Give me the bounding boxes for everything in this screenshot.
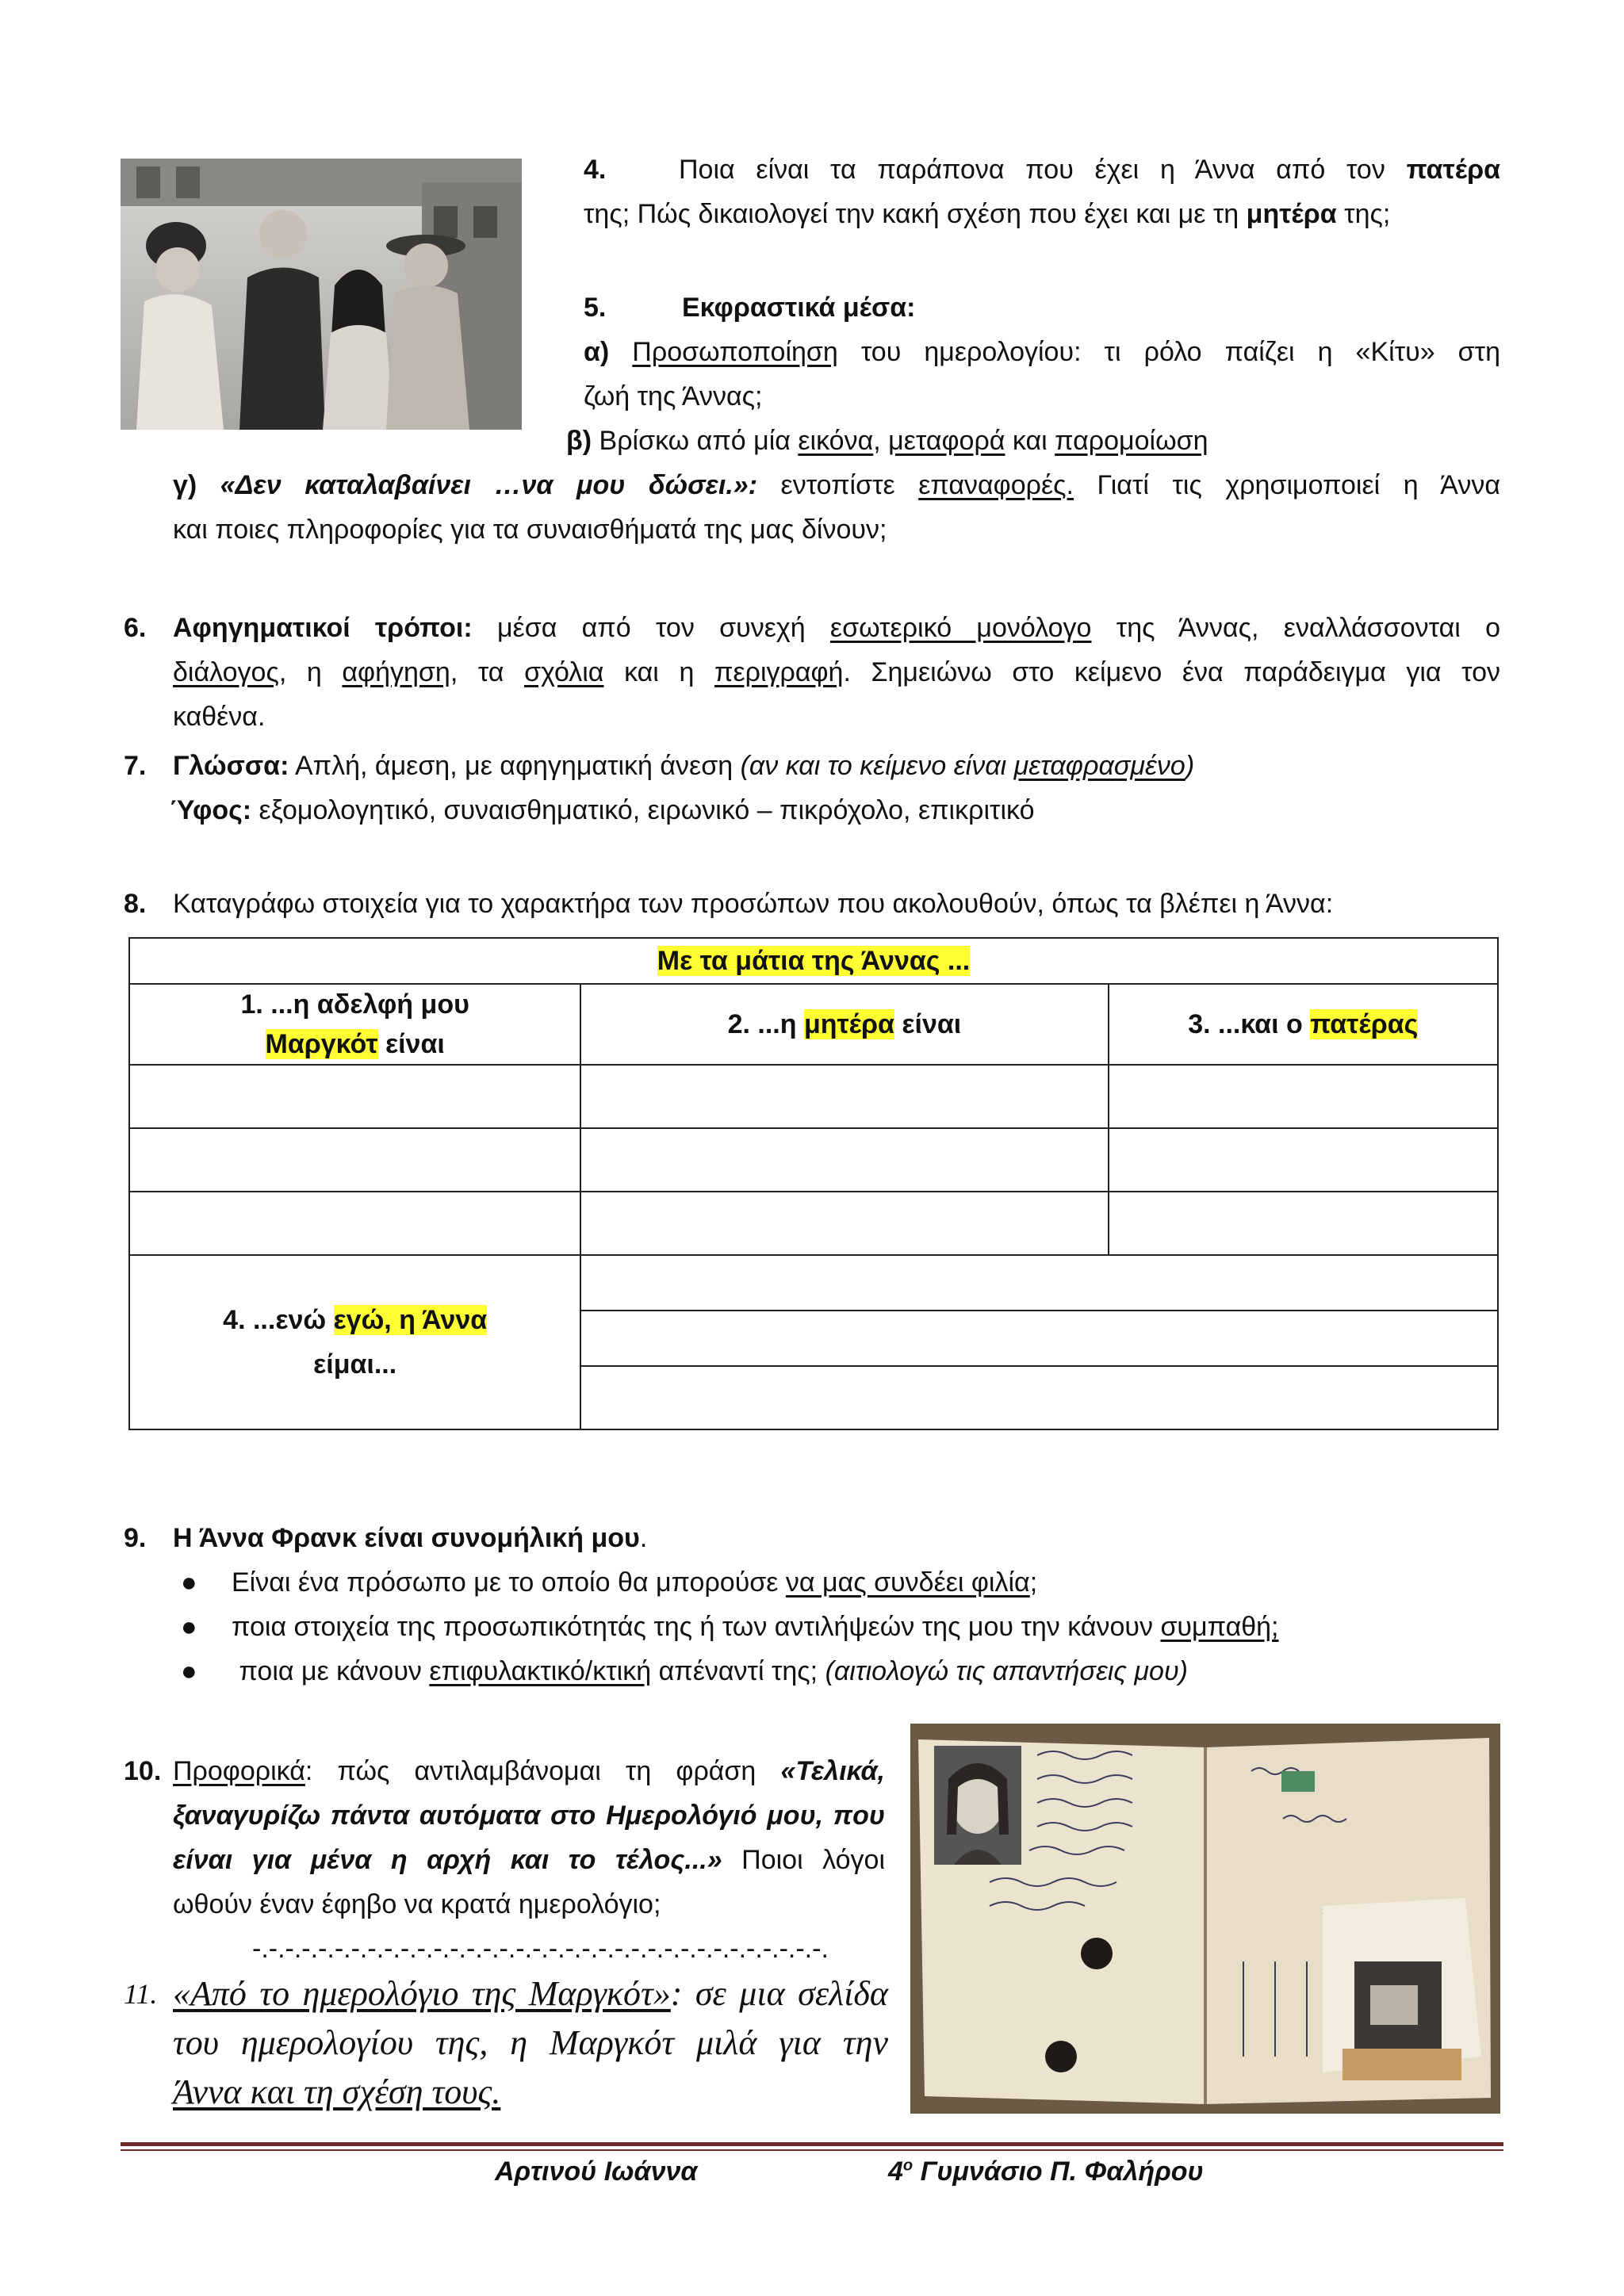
q6-narration: αφήγηση <box>342 657 450 687</box>
col-father-a: 3. ...και ο <box>1188 1008 1311 1039</box>
q7-style-text: εξομολογητικό, συναισθηματικό, ειρωνικό – πικρόχολο, επικριτικό <box>251 795 1035 825</box>
footer-rule <box>121 2142 1503 2146</box>
table-header <box>129 938 1498 984</box>
q11-number: 11. <box>124 1978 158 2010</box>
q5-a-text: του ημερολογίου: τι ρόλο παίζει η «Κίτυ» στη <box>837 337 1501 367</box>
q9-b1-friendship: να μας συνδέει φιλία <box>785 1567 1030 1598</box>
table-cell[interactable] <box>1109 1128 1498 1192</box>
q6-text-5: και η <box>603 657 714 687</box>
q5-b-simile: παρομοίωση <box>1055 426 1208 456</box>
q11-text-2: του ημερολογίου της, η Μαργκότ μιλά για την <box>173 2023 888 2062</box>
table-header-text: Με τα μάτια της Άννας ... <box>657 945 971 976</box>
character-table <box>128 937 1499 1430</box>
q9-bullet-3: ● ποια με κάνουν επιφυλακτικό/κτική απέναντί της; (αιτιολογώ τις απαντήσεις μου) <box>181 1656 1188 1686</box>
q6-text-2: της Άννας, εναλλάσσονται ο <box>1091 613 1501 643</box>
col-margot-a: 1. ...η αδελφή μου <box>240 989 469 1020</box>
question-10 <box>124 1749 885 1927</box>
q5-title: Εκφραστικά μέσα: <box>682 293 916 323</box>
q5-b-image: εικόνα <box>798 426 874 456</box>
table-cell[interactable] <box>1109 1065 1498 1128</box>
question-5 <box>584 285 1500 419</box>
q9-b3-text: ποια με κάνουν <box>232 1656 430 1686</box>
q9-number: 9. <box>124 1523 147 1553</box>
q5-a-text-2: ζωή της Άννας; <box>584 381 763 411</box>
q6-text-4: , τα <box>450 657 525 687</box>
col-margot-name: Μαργκότ <box>265 1029 378 1059</box>
q9-b3-wary: επιφυλακτικό/κτική <box>429 1656 652 1686</box>
q5-c-text: εντοπίστε <box>757 470 919 500</box>
col-anna <box>129 1255 580 1429</box>
q5-b-metaphor: μεταφορά <box>888 426 1005 456</box>
q10-quote-3: είναι για μένα η αρχή και το τέλος...» <box>173 1845 722 1875</box>
footer-school-sup: ο <box>902 2156 914 2175</box>
q9-title-end: . <box>639 1523 648 1553</box>
q5-b-label: β) <box>566 426 592 456</box>
q9-b3-italic: (αιτιολογώ τις απαντήσεις μου) <box>825 1656 1188 1686</box>
q5-b-text: Βρίσκω από μία <box>592 426 799 456</box>
question-9 <box>124 1516 1500 1693</box>
q9-b1-end: ; <box>1029 1567 1038 1598</box>
family-photo <box>121 159 522 430</box>
table-cell[interactable] <box>580 1128 1108 1192</box>
q11-title: «Από το ημερολόγιο της Μαργκότ» <box>173 1974 671 2013</box>
q5-c-rest: Γιατί τις χρησιμοποιεί η Άννα <box>1073 470 1501 500</box>
q7-translated: μεταφρασμένο <box>1013 751 1185 781</box>
q7-number: 7. <box>124 751 147 781</box>
q4-mother: μητέρα <box>1246 199 1337 229</box>
q6-text-3: , η <box>278 657 343 687</box>
q4-text-1: Ποια είναι τα παράπονα που έχει η Άννα από τον <box>679 155 1407 185</box>
col-anna-c: είμαι... <box>313 1349 397 1380</box>
q5-b: β) Βρίσκω από μία εικόνα, μεταφορά και παρομοίωση <box>566 426 1208 456</box>
q6-number: 6. <box>124 613 147 643</box>
q6-title: Αφηγηματικοί τρόποι: <box>173 613 473 643</box>
q7-style-title: Ύφος: <box>170 795 252 825</box>
q9-bullet-1: ● Είναι ένα πρόσωπο με το οποίο θα μπορούσε να μας συνδέει φιλία; <box>181 1567 1038 1598</box>
diary-photo <box>910 1724 1500 2114</box>
q8-number: 8. <box>124 889 147 919</box>
q10-text-2: Ποιοι λόγοι <box>722 1845 886 1875</box>
q5-c <box>173 463 1500 552</box>
q6-comments: σχόλια <box>524 657 604 687</box>
q5-number: 5. <box>584 293 607 323</box>
q10-quote-2: ξαναγυρίζω πάντα αυτόματα στο Ημερολόγιό μου, που <box>173 1800 885 1831</box>
col-mother-name: μητέρα <box>803 1008 894 1039</box>
question-7 <box>124 744 1500 832</box>
q5-a-term: Προσωποποίηση <box>632 337 838 367</box>
q11-text-1: : σε μια σελίδα <box>670 1974 888 2013</box>
q5-a-label: α) <box>584 337 610 367</box>
col-mother-a: 2. ...η <box>727 1008 804 1039</box>
q9-b3-text-2: απέναντί της; <box>651 1656 825 1686</box>
q5-c-line2: και ποιες πληροφορίες για τα συναισθήματά της μας δίνουν; <box>173 515 887 545</box>
q5-c-term: επαναφορές. <box>918 470 1074 500</box>
q10-quote-1: «Τελικά, <box>780 1756 885 1786</box>
question-6 <box>124 606 1500 739</box>
q6-dialogue: διάλογος <box>173 657 279 687</box>
q9-title: Η Άννα Φρανκ είναι συνομήλική μου <box>173 1523 640 1553</box>
q5-c-quote: «Δεν καταλαβαίνει …να μου δώσει.»: <box>197 470 758 500</box>
question-8 <box>124 882 1500 926</box>
question-11 <box>124 1969 888 2117</box>
footer-rule-thin <box>121 2149 1503 2151</box>
q5-b-and: και <box>1005 426 1055 456</box>
q6-text-7: καθένα. <box>173 702 266 732</box>
q7-italic-end: ) <box>1185 751 1195 781</box>
question-4 <box>584 147 1500 236</box>
q7-title: Γλώσσα: <box>173 751 289 781</box>
footer-school <box>888 2156 1204 2187</box>
table-cell[interactable] <box>580 1065 1108 1128</box>
col-margot-c: είναι <box>377 1029 445 1059</box>
table-cell[interactable] <box>580 1366 1498 1429</box>
table-cell[interactable] <box>580 1255 1498 1311</box>
q10-text-3: ωθούν έναν έφηβο να κρατά ημερολόγιο; <box>173 1889 661 1919</box>
q7-italic: (αν και το κείμενο είναι <box>740 751 1014 781</box>
col-father-name: πατέρας <box>1310 1008 1419 1039</box>
table-cell[interactable] <box>129 1192 580 1255</box>
q6-text-1: μέσα από τον συνεχή <box>472 613 830 643</box>
q9-b2-text: ποια στοιχεία της προσωπικότητάς της ή των αντιλήψεών της μου την κάνουν <box>232 1612 1161 1642</box>
separator-line: -.-.-.-.-.-.-.-.-.-.-.-.-.-.-.-.-.-.-.-.-.-.-.-.-.-.-.-.-.-.-.-.-.-.-. <box>252 1934 829 1964</box>
q4-text-2: της; Πώς δικαιολογεί την κακή σχέση που έχει και με τη <box>584 199 1247 229</box>
table-cell[interactable] <box>1109 1192 1498 1255</box>
q8-text: Καταγράφω στοιχεία για το χαρακτήρα των προσώπων που ακολουθούν, όπως τα βλέπει η Άννα: <box>173 889 1334 919</box>
table-cell[interactable] <box>129 1065 580 1128</box>
col-father <box>1109 984 1498 1065</box>
col-mother-c: είναι <box>894 1008 962 1039</box>
q6-description: περιγραφή <box>714 657 844 687</box>
col-mother <box>580 984 1108 1065</box>
q10-oral: Προφορικά <box>173 1756 305 1786</box>
q7-text: Απλή, άμεση, με αφηγηματική άνεση <box>289 751 741 781</box>
q6-text-6: . Σημειώνω στο κείμενο ένα παράδειγμα για τον <box>843 657 1501 687</box>
q6-monologue: εσωτερικό μονόλογο <box>829 613 1092 643</box>
col-margot <box>129 984 580 1065</box>
q9-b2-likeable: συμπαθή; <box>1160 1612 1279 1642</box>
q11-text-3: Άννα και τη σχέση τους. <box>173 2072 501 2111</box>
footer-school-num: 4 <box>888 2156 903 2187</box>
footer-author: Αρτινού Ιωάννα <box>495 2156 698 2187</box>
table-cell[interactable] <box>129 1128 580 1192</box>
table-cell[interactable] <box>580 1192 1108 1255</box>
q4-text-3: της; <box>1336 199 1391 229</box>
q9-bullet-2: ● ποια στοιχεία της προσωπικότητάς της ή των αντιλήψεών της μου την κάνουν συμπαθή; <box>181 1612 1279 1642</box>
q10-number: 10. <box>124 1756 162 1786</box>
footer-school-name: Γυμνάσιο Π. Φαλήρου <box>913 2156 1204 2187</box>
col-anna-name: εγώ, η Άννα <box>333 1305 488 1335</box>
q10-text-1: : πώς αντιλαμβάνομαι τη φράση <box>304 1756 781 1786</box>
col-anna-a: 4. ...ενώ <box>223 1305 334 1335</box>
q4-number: 4. <box>584 155 607 185</box>
table-cell[interactable] <box>580 1311 1498 1366</box>
q4-father: πατέρα <box>1406 155 1500 185</box>
q9-b1-text: Είναι ένα πρόσωπο με το οποίο θα μπορούσε <box>232 1567 786 1598</box>
q5-c-label: γ) <box>173 470 197 500</box>
